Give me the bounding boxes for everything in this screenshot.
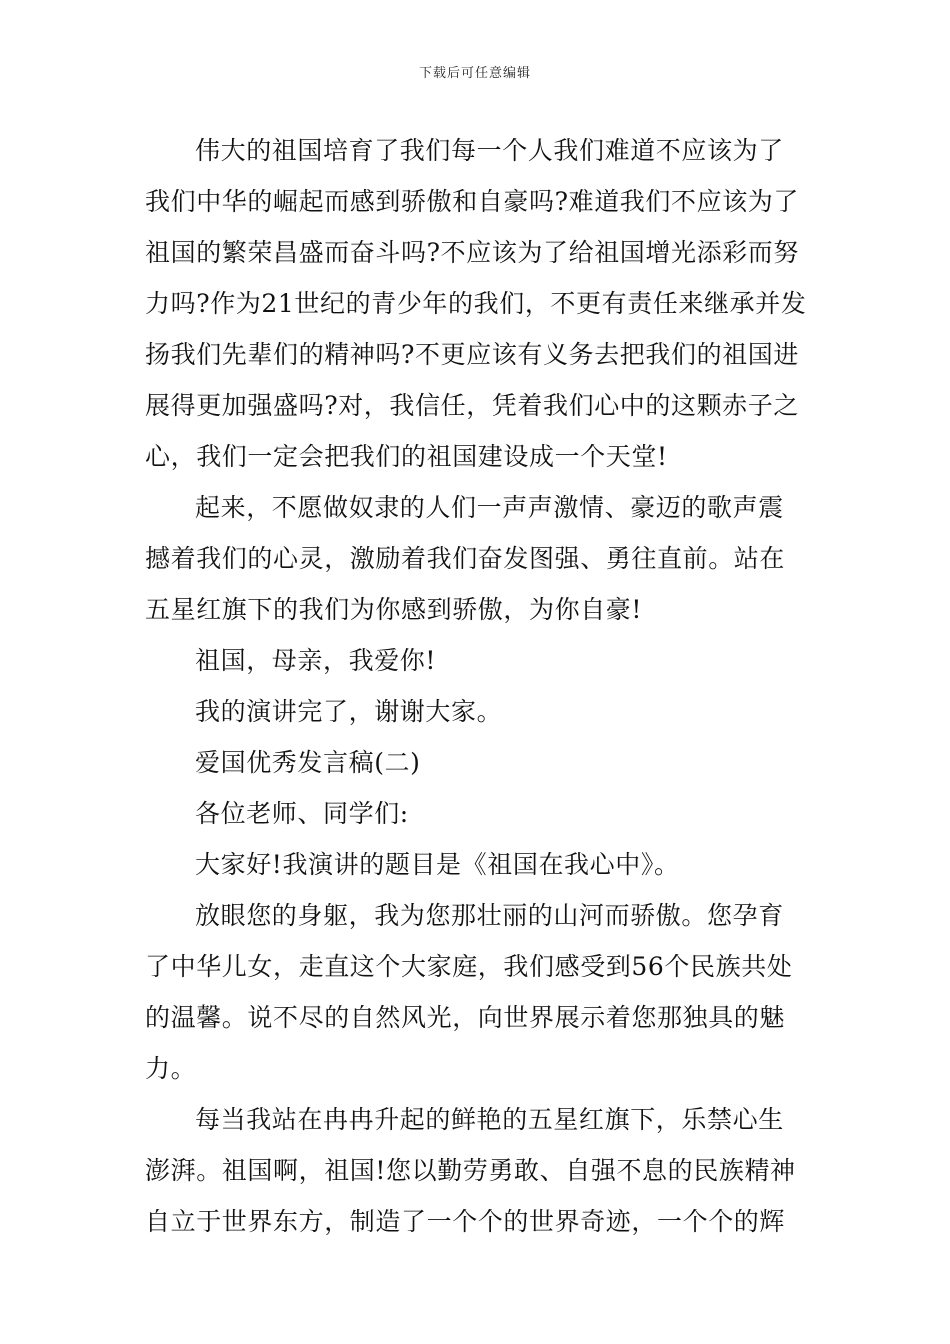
paragraph-line: 力。 [145,1054,197,1083]
section-title-text: 爱国优秀发言稿(二) [195,748,421,777]
header-note: 下载后可任意编辑 [418,66,531,81]
paragraph-line: 伟大的祖国培育了我们每一个人我们难道不应该为了 [195,136,784,165]
paragraph-line: 展得更加强盛吗?对，我信任，凭着我们心中的这颗赤子之 [145,391,800,420]
speech-intro-text: 大家好!我演讲的题目是《祖国在我心中》。 [195,850,680,879]
paragraph-line: 澎湃。祖国啊，祖国!您以勤劳勇敢、自强不息的民族精神 [145,1156,796,1185]
paragraph-line: 每当我站在冉冉升起的鲜艳的五星红旗下，乐禁心生 [195,1105,784,1134]
paragraph-1 [145,125,805,482]
salutation-text: 各位老师、同学们: [195,799,409,828]
paragraph-3 [145,635,805,686]
paragraph-line: 我的演讲完了，谢谢大家。 [195,697,503,726]
paragraph-line: 扬我们先辈们的精神吗?不更应该有义务去把我们的祖国进 [145,340,800,369]
paragraph-line: 了中华儿女，走直这个大家庭，我们感受到56个民族共处 [145,952,793,981]
paragraph-9 [145,1094,805,1247]
paragraph-line: 五星红旗下的我们为你感到骄傲，为你自豪! [145,595,643,624]
paragraph-line: 撼着我们的心灵，激励着我们奋发图强、勇往直前。站在 [145,544,786,573]
paragraph-line: 自立于世界东方，制造了一个个的世界奇迹，一个个的辉 [145,1207,786,1236]
paragraph-line: 力吗?作为21世纪的青少年的我们，不更有责任来继承并发 [145,289,807,318]
paragraph-line: 祖国，母亲，我爱你! [195,646,437,675]
salutation [145,788,805,839]
paragraph-4 [145,686,805,737]
paragraph-line: 心，我们一定会把我们的祖国建设成一个天堂! [145,442,668,471]
paragraph-line: 祖国的繁荣昌盛而奋斗吗?不应该为了给祖国增光添彩而努 [145,238,800,267]
paragraph-line: 起来，不愿做奴隶的人们一声声激情、豪迈的歌声震 [195,493,784,522]
paragraph-line: 我们中华的崛起而感到骄傲和自豪吗?难道我们不应该为了 [145,187,800,216]
speech-intro [145,839,805,890]
paragraph-2 [145,482,805,635]
paragraph-8 [145,890,805,1094]
paragraph-line: 放眼您的身躯，我为您那壮丽的山河而骄傲。您孕育 [195,901,784,930]
section-title [145,737,805,788]
document-body [145,125,805,1247]
paragraph-line: 的温馨。说不尽的自然风光，向世界展示着您那独具的魅 [145,1003,786,1032]
